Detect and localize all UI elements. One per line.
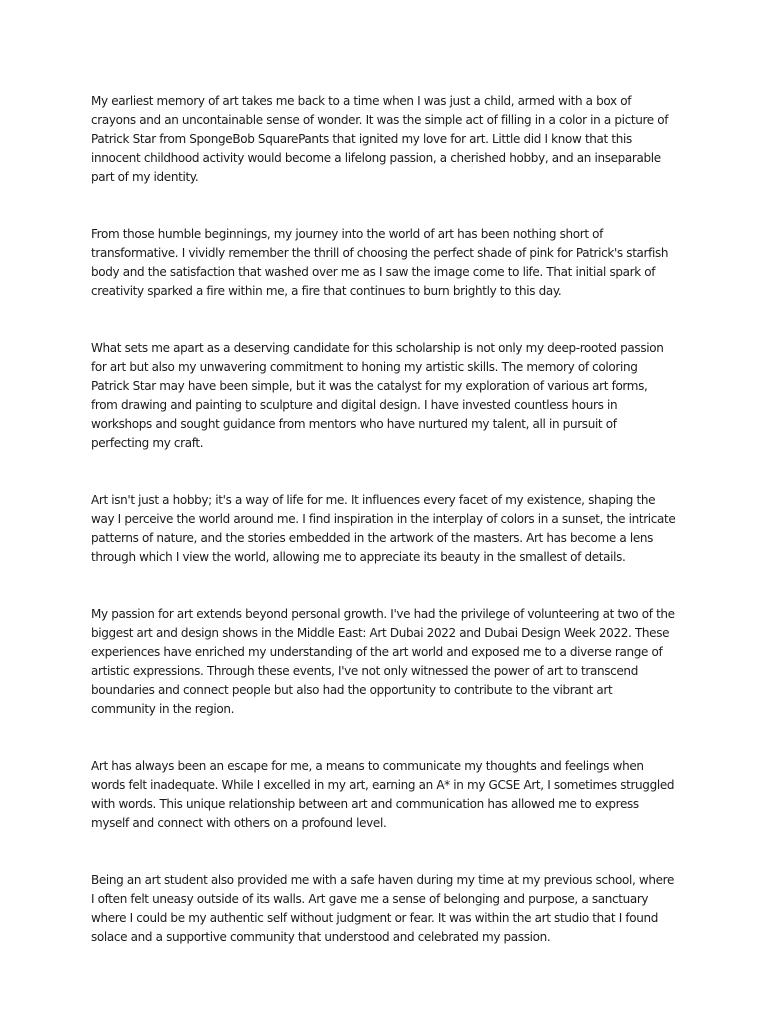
- paragraph-3: What sets me apart as a deserving candidate for this scholarship is not only my deep-rooted passion for art but also my unwavering commitment to honing my artistic skills. The memory of coloring Patrick Star may have been simple, but it was the catalyst for my exploration of various art forms, from drawing and painting to sculpture and digital design. I have invested countless hours in workshops and sought guidance from mentors who have nurtured my talent, all in pursuit of perfecting my craft.: [91, 341, 664, 450]
- paragraph-gap: [91, 567, 677, 605]
- paragraph-gap: [91, 301, 677, 339]
- essay-body: [91, 92, 677, 947]
- paragraph-4: Art isn't just a hobby; it's a way of life for me. It influences every facet of my existence, shaping the way I perceive the world around me. I find inspiration in the interplay of colors in a sunset, the intricate patterns of nature, and the stories embedded in the artwork of the masters. Art has become a lens through which I view the world, allowing me to appreciate its beauty in the smallest of details.: [91, 493, 676, 564]
- paragraph-gap: [91, 453, 677, 491]
- paragraph-gap: [91, 187, 677, 225]
- paragraph-1: My earliest memory of art takes me back to a time when I was just a child, armed with a box of crayons and an uncontainable sense of wonder. It was the simple act of filling in a color in a picture of Patrick Star from SpongeBob SquarePants that ignited my love for art. Little did I know that this innocent childhood activity would become a lifelong passion, a cherished hobby, and an inseparable part of my identity.: [91, 94, 669, 184]
- paragraph-gap: [91, 719, 677, 757]
- paragraph-2: From those humble beginnings, my journey into the world of art has been nothing short of transformative. I vividly remember the thrill of choosing the perfect shade of pink for Patrick's starfish body and the satisfaction that washed over me as I saw the image come to life. That initial spark of creativity sparked a fire within me, a fire that continues to burn brightly to this day.: [91, 227, 669, 298]
- paragraph-5: My passion for art extends beyond personal growth. I've had the privilege of volunteering at two of the biggest art and design shows in the Middle East: Art Dubai 2022 and Dubai Design Week 2022. These experiences have enriched my understanding of the art world and exposed me to a diverse range of artistic expressions. Through these events, I've not only witnessed the power of art to transcend boundaries and connect people but also had the opportunity to contribute to the vibrant art community in the region.: [91, 607, 675, 716]
- paragraph-gap: [91, 833, 677, 871]
- paragraph-6: Art has always been an escape for me, a means to communicate my thoughts and feelings when words felt inadequate. While I excelled in my art, earning an A* in my GCSE Art, I sometimes struggled with words. This unique relationship between art and communication has allowed me to express myself and connect with others on a profound level.: [91, 759, 675, 830]
- paragraph-7: Being an art student also provided me with a safe haven during my time at my previous school, where I often felt uneasy outside of its walls. Art gave me a sense of belonging and purpose, a sanctuary where I could be my authentic self without judgment or fear. It was within the art studio that I found solace and a supportive community that understood and celebrated my passion.: [91, 873, 675, 944]
